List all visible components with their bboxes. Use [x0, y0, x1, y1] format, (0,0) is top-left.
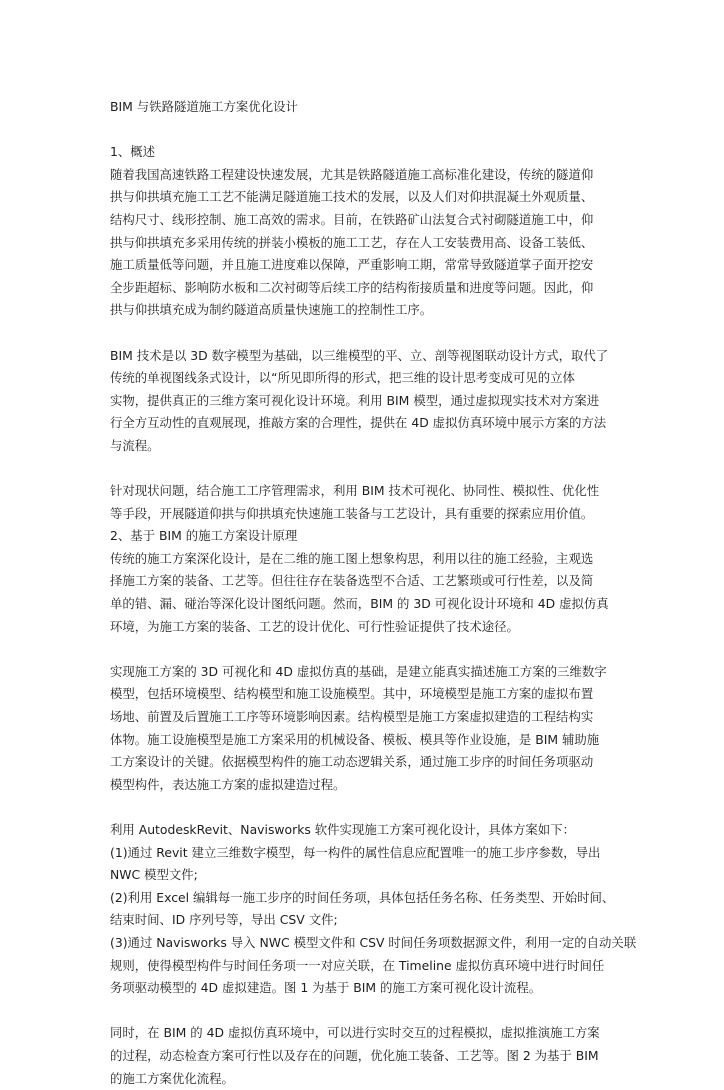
text-line: 实现施工方案的 3D 可视化和 4D 虚拟仿真的基础，是建立能真实描述施工方案的三维数字: [110, 663, 607, 679]
text-line: 同时，在 BIM 的 4D 虚拟仿真环境中，可以进行实时交互的过程模拟，虚拟推演施工方案: [110, 1025, 600, 1041]
paragraph: [110, 480, 620, 525]
text-line: 施工质量低等问题，并且施工进度难以保障，严重影响工期，常常导致隧道掌子面开挖安: [110, 257, 594, 273]
text-line: 随着我国高速铁路工程建设快速发展，尤其是铁路隧道施工高标准化建设，传统的隧道仰: [110, 166, 594, 182]
text-line: 传统的单视图线条式设计，以“所见即所得的形式，把三维的设计思考变成可见的立体: [110, 370, 575, 386]
spacer: [110, 322, 620, 345]
text-line: 利用 AutodeskRevit、Navisworks 软件实现施工方案可视化设计，具体方案如下：: [110, 822, 575, 837]
paragraph: [110, 661, 620, 797]
text-line: 模型，包括环境模型、结构模型和施工设施模型。其中，环境模型是施工方案的虚拟布置: [110, 686, 594, 702]
text-line: (1)通过 Revit 建立三维数字模型，每一构件的属性信息应配置唯一的施工步序参数，导出: [110, 844, 601, 860]
text-line: 传统的施工方案深化设计，是在二维的施工图上想象构思，利用以往的施工经验，主观选: [110, 550, 594, 566]
spacer: [110, 119, 620, 142]
text-line: 等手段，开展隧道仰拱与仰拱填充快速施工装备与工艺设计，具有重要的探索应用价值。: [110, 505, 594, 521]
text-line: NWC 模型文件;: [110, 867, 198, 883]
text-line: 拱与仰拱填充成为制约隧道高质量快速施工的控制性工序。: [110, 302, 433, 318]
text-line: 务项驱动模型的 4D 虚拟建造。图 1 为基于 BIM 的施工方案可视化设计流程。: [110, 980, 542, 996]
text-line: 结构尺寸、线形控制、施工高效的需求。目前，在铁路矿山法复合式衬砌隧道施工中，仰: [110, 211, 594, 227]
document-page: [110, 96, 637, 1090]
text-line: 与流程。: [110, 437, 160, 453]
text-line: 实物，提供真正的三维方案可视化设计环境。利用 BIM 模型，通过虚拟现实技术对方案进: [110, 392, 600, 408]
paragraph: [110, 1022, 620, 1090]
spacer: [110, 638, 620, 661]
text-line: 环境，为施工方案的装备、工艺的设计优化、可行性验证提供了技术途径。: [110, 618, 519, 634]
text-line: 的施工方案优化流程。: [110, 1070, 234, 1086]
text-line: 全步距超标、影响防水板和二次衬砌等后续工序的结构衔接质量和进度等问题。因此，仰: [110, 279, 594, 295]
text-line: 场地、前置及后置施工工序等环境影响因素。结构模型是施工方案虚拟建造的工程结构实: [110, 709, 594, 725]
spacer: [110, 458, 620, 481]
document-title: BIM 与铁路隧道施工方案优化设计: [110, 99, 298, 114]
paragraph: [110, 819, 637, 1000]
text-line: 体物。施工设施模型是施工方案采用的机械设备、模板、模具等作业设施，是 BIM 辅助施: [110, 731, 600, 747]
text-line: 拱与仰拱填充施工工艺不能满足隧道施工技术的发展，以及人们对仰拱混凝土外观质量、: [110, 189, 594, 205]
text-line: (3)通过 Navisworks 导入 NWC 模型文件和 CSV 时间任务项数据源文件，利用一定的自动关联: [110, 934, 637, 950]
spacer: [110, 796, 620, 819]
text-line: (2)利用 Excel 编辑每一施工步序的时间任务项，具体包括任务名称、任务类型、开始时间、: [110, 889, 615, 905]
text-line: 规则，使得模型构件与时间任务项一一对应关联，在 Timeline 虚拟仿真环境中进行时间任: [110, 957, 605, 973]
text-line: 的过程，动态检查方案可行性以及存在的问题，优化施工装备、工艺等。图 2 为基于 BIM: [110, 1047, 599, 1063]
section-heading-principle: 2、基于 BIM 的施工方案设计原理: [110, 528, 298, 544]
text-line: 拱与仰拱填充多采用传统的拼装小模板的施工工艺，存在人工安装费用高、设备工装低、: [110, 234, 594, 250]
text-line: 结束时间、ID 序列号等，导出 CSV 文件;: [110, 912, 338, 928]
paragraph: [110, 164, 620, 322]
text-line: 针对现状问题，结合施工工序管理需求，利用 BIM 技术可视化、协同性、模拟性、优化性: [110, 483, 600, 499]
text-line: 模型构件，表达施工方案的虚拟建造过程。: [110, 776, 346, 792]
paragraph: [110, 548, 620, 638]
spacer: [110, 1000, 620, 1023]
text-line: 行全方互动性的直观展现，推敲方案的合理性，提供在 4D 虚拟仿真环境中展示方案的方法: [110, 415, 607, 431]
text-line: 单的错、漏、碰治等深化设计图纸问题。然而，BIM 的 3D 可视化设计环境和 4D 虚拟仿真: [110, 596, 609, 612]
paragraph: [110, 345, 620, 458]
section-heading-overview: 1、概述: [110, 144, 156, 160]
text-line: BIM 技术是以 3D 数字模型为基础，以三维模型的平、立、剖等视图联动设计方式，取代了: [110, 347, 609, 363]
text-line: 择施工方案的装备、工艺等。但往往存在装备选型不合适、工艺繁琐或可行性差，以及简: [110, 573, 594, 589]
text-line: 工方案设计的关键。依据模型构件的施工动态逻辑关系，通过施工步序的时间任务项驱动: [110, 754, 594, 770]
